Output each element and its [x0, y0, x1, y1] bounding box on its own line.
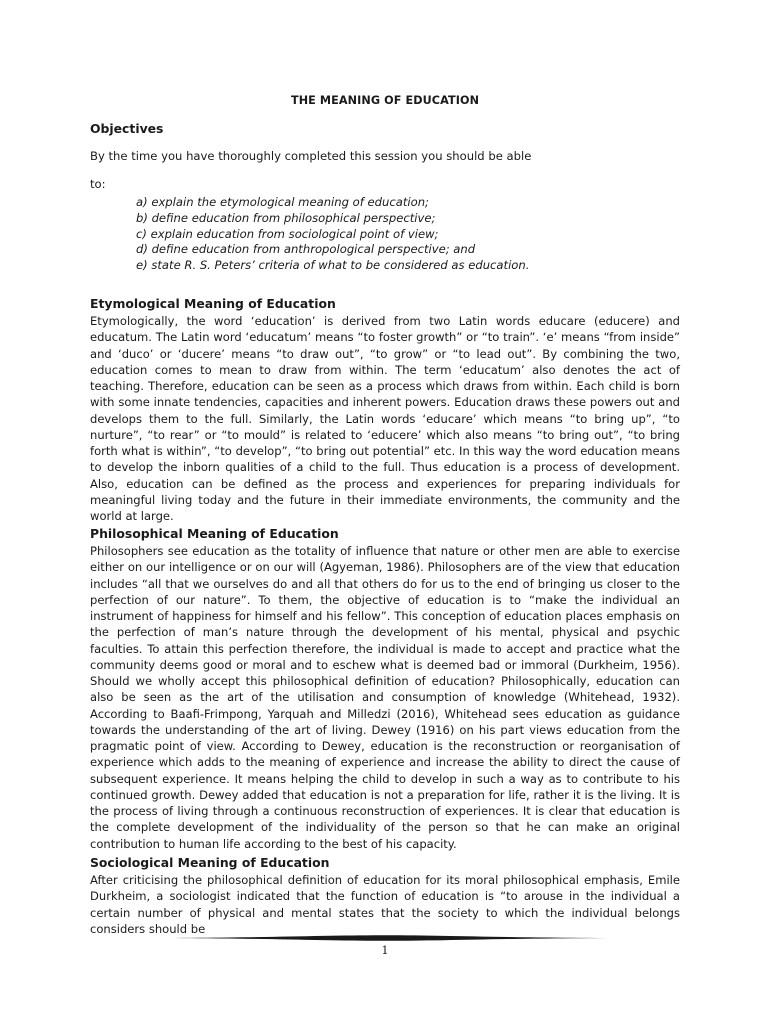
objectives-intro-to: to: — [90, 177, 106, 191]
page-title: THE MEANING OF EDUCATION — [290, 94, 480, 107]
section-heading-etymological: Etymological Meaning of Education — [90, 296, 336, 311]
objectives-list — [136, 195, 529, 274]
section-heading-philosophical: Philosophical Meaning of Education — [90, 526, 339, 541]
document-page — [90, 0, 680, 1024]
section-body-etymological: Etymologically, the word ‘education’ is derived from two Latin words educare (educere) and educatum. The Latin word ‘educatum’ means “to foster growth” or “to train”. ‘e’ means “from inside” and ‘duco’ or ‘ducere’ means “to draw out”, “to grow” or “to lead out”. By combining the two, education comes to mean to draw from within. The term ‘educatum’ also denotes the act of teaching. Therefore, education can be seen as a process which draws from within. Each child is born with some innate tendencies, capacities and inherent powers. Education draws these powers out and develops them to the full. Similarly, the Latin words ‘educare’ which means “to bring up”, “to nurture”, “to rear” or “to mould” is related to ‘educere’ which also means “to bring out”, “to bring forth what is within”, “to develop”, “to bring out potential” etc. In this way the word education means to develop the inborn qualities of a child to the full. Thus education is a process of development. Also, education can be defined as the process and experiences for preparing individuals for meaningful living today and the future in their immediate environments, the community and the world at large. — [90, 314, 680, 523]
objective-item: a) explain the etymological meaning of education; — [136, 195, 429, 209]
objective-item: b) define education from philosophical perspective; — [136, 210, 436, 225]
footer-divider — [114, 935, 656, 941]
objective-item: c) explain education from sociological point of view; — [136, 226, 439, 241]
objective-item: d) define education from anthropological perspective; and — [136, 242, 476, 257]
section-body-philosophical: Philosophers see education as the totality of influence that nature or other men are able to exercise either on our intelligence or on our will (Agyeman, 1986). Philosophers are of the view that education includes “all that we ourselves do and all that others do for us to the end of bringing us closer to the perfection of our nature”. To them, the objective of education is to “make the individual an instrument of happiness for himself and his fellow”. This conception of education places emphasis on the perfection of man’s nature through the development of his mental, physical and psychic faculties. To attain this perfection therefore, the individual is made to accept and practice what the community deems good or moral and to eschew what is deemed bad or immoral (Durkheim, 1956). Should we wholly accept this philosophical definition of education? Philosophically, education can also be seen as the art of the utilisation and consumption of knowledge (Whitehead, 1932). According to Baafi-Frimpong, Yarquah and Milledzi (2016), Whitehead sees education as guidance towards the understanding of the art of living. Dewey (1916) on his part views education from the pragmatic point of view. According to Dewey, education is the reconstruction or reorganisation of experience which adds to the meaning of experience and increase the ability to direct the cause of subsequent experience. It means helping the child to develop in such a way as to contribute to his continued growth. Dewey added that education is not a preparation for life, rather it is the living. It is the process of living through a continuous reconstruction of experiences. It is clear that education is the complete development of the individuality of the person so that he can make an original contribution to human life according to the best of his capacity. — [90, 544, 680, 851]
section-heading-sociological: Sociological Meaning of Education — [90, 855, 330, 870]
objective-item: e) state R. S. Peters’ criteria of what to be considered as education. — [136, 258, 530, 273]
objectives-heading: Objectives — [90, 121, 164, 136]
section-body-sociological: After criticising the philosophical definition of education for its moral philosophical emphasis, Emile Durkheim, a sociologist indicated that the function of education is “to arouse in the individual a certain number of physical and mental states that the society to which the individual belongs considers should be — [90, 873, 680, 936]
page-number: 1 — [381, 944, 389, 957]
objectives-intro: By the time you have thoroughly completed this session you should be able — [90, 149, 532, 163]
